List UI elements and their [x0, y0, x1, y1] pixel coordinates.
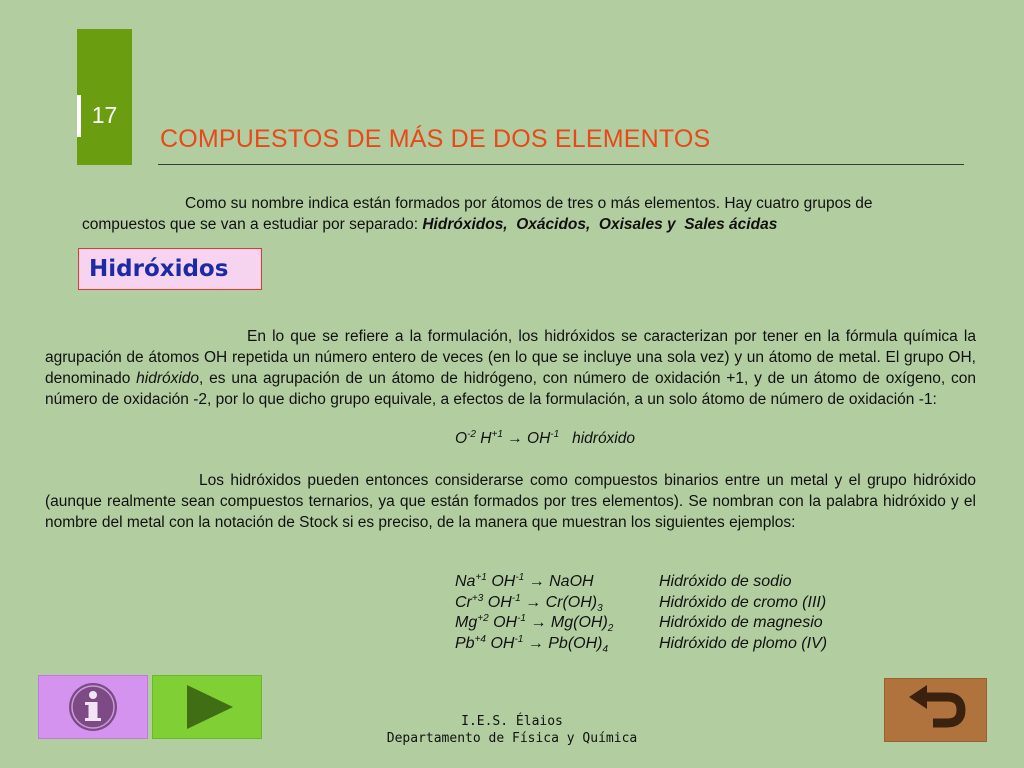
info-button[interactable]: [38, 675, 148, 739]
slide-title: COMPUESTOS DE MÁS DE DOS ELEMENTOS: [160, 125, 711, 153]
paragraph-naming: [45, 470, 976, 533]
formula-arrow-icon: →: [507, 430, 523, 447]
formula-oh-ox: -1: [550, 429, 560, 440]
formula-oh: OH: [527, 430, 551, 447]
example-name: Hidróxido de cromo (III): [659, 593, 827, 611]
example-formula: $Cr^{+3}$ $OH^{-1} \to Cr(OH)_3$: [455, 592, 603, 614]
example-name: Hidróxido de magnesio: [659, 614, 823, 631]
section-heading-box: [78, 248, 262, 290]
arrow-icon: →: [525, 593, 542, 611]
footer-school: I.E.S. Élaios: [461, 714, 563, 729]
paragraph-hydroxide-definition: [45, 326, 976, 410]
example-formula: $Na^{+1}$ $OH^{-1}$ → NaOH: [455, 572, 594, 590]
example-formula: $Mg^{+2}$ $OH^{-1} \to Mg(OH)_2$: [455, 613, 614, 634]
intro-text: [82, 193, 944, 235]
next-slide-button[interactable]: [152, 675, 262, 739]
paragraph1-emphasis: hidróxido: [136, 370, 200, 387]
formula-hydrogen: H: [480, 430, 492, 447]
intro-body: Como su nombre indica están formados por átomos de tres o más elementos. Hay cuatro grupos de compuestos que se van a estudiar por separado:: [82, 195, 873, 233]
title-divider: [158, 164, 964, 165]
hydroxide-formula: [455, 430, 635, 448]
formula-name: hidróxido: [572, 430, 635, 447]
slide-number-bar: [77, 29, 132, 165]
section-heading: Hidróxidos: [89, 256, 229, 282]
footer-department: Departamento de Física y Química: [386, 731, 638, 746]
example-formula: $Pb^{+4}$ $OH^{-1} \to Pb(OH)_4$: [455, 633, 609, 655]
arrow-icon: →: [528, 573, 545, 590]
formula-hydrogen-ox: +1: [491, 429, 503, 440]
slide-number: 17: [91, 102, 118, 128]
paragraph2-text: Los hidróxidos pueden entonces considerarse como compuestos binarios entre un metal y el grupo hidróxido (aunque realmente sean compuestos ternarios, ya que están formados por tres elementos). Se nombran con la palabra hidróxido y el nombre del metal con la notación de Stock si es preciso, de la manera que muestran los siguientes ejemplos:: [45, 472, 976, 531]
paragraph1-after: , es una agrupación de un átomo de hidrógeno, con número de oxidación +1, y de un átomo de oxígeno, con número de oxidación -2, por lo que dicho grupo equivale, a efectos de la formulación, a un solo átomo de número de oxidación -1:: [45, 370, 976, 408]
arrow-icon: →: [530, 614, 547, 631]
example-name: Hidróxido de plomo (IV): [659, 634, 828, 652]
return-icon: [885, 679, 986, 741]
return-button[interactable]: [884, 678, 987, 742]
formula-oxygen-ox: -2: [467, 429, 476, 440]
paragraph1-before: En lo que se refiere a la formulación, los hidróxidos se caracterizan por tener en la fórmula química la agrupación de átomos OH repetida un número entero de veces (en lo que se incluye una sola vez) y un átomo de metal. El grupo OH, denominado: [45, 328, 976, 387]
intro-groups: Hidróxidos, Oxácidos, Oxisales y Sales ácidas: [422, 216, 778, 233]
play-icon: [153, 676, 261, 738]
info-icon: [39, 676, 147, 738]
formula-oxygen: O: [455, 430, 468, 447]
arrow-icon: →: [527, 634, 544, 652]
example-name: Hidróxido de sodio: [659, 573, 792, 590]
